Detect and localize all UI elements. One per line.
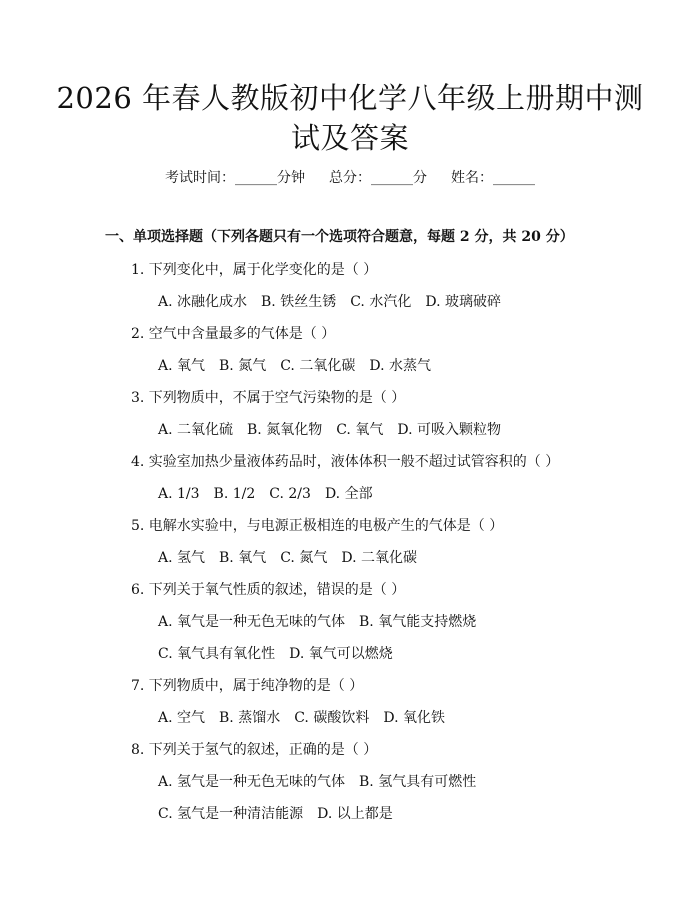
answer-option: D. 全部 (324, 486, 373, 502)
question-stem: 1. 下列变化中，属于化学变化的是（ ） (131, 262, 378, 278)
student-name-field: 姓名：______ (451, 170, 535, 186)
option-row (158, 356, 445, 376)
question-stem: 3. 下列物质中，不属于空气污染物的是（ ） (131, 390, 406, 406)
answer-option: A. 氧气 (158, 358, 206, 374)
option-row (158, 804, 407, 824)
section-heading: 一、单项选择题（下列各题只有一个选项符合题意，每题 2 分，共 20 分） (105, 229, 574, 245)
option-row (158, 484, 387, 504)
answer-option: D. 以上都是 (317, 806, 393, 822)
answer-option: B. 1/2 (213, 486, 256, 502)
exam-info (0, 168, 700, 188)
answer-option: A. 1/3 (158, 486, 200, 502)
answer-option: B. 氢气具有可燃性 (359, 774, 477, 790)
question-stem: 8. 下列关于氢气的叙述，正确的是（ ） (131, 742, 378, 758)
total-score-field: 总分：______分 (329, 170, 427, 186)
answer-option: A. 二氧化硫 (158, 422, 234, 438)
answer-option: C. 二氧化碳 (280, 358, 356, 374)
option-row (158, 612, 490, 632)
answer-option: D. 二氧化碳 (341, 550, 417, 566)
answer-option: C. 2/3 (269, 486, 311, 502)
answer-option: D. 可吸入颗粒物 (397, 422, 501, 438)
option-row (158, 644, 407, 664)
option-row (158, 772, 490, 792)
question-stem: 5. 电解水实验中，与电源正极相连的电极产生的气体是（ ） (131, 518, 504, 534)
answer-option: B. 蒸馏水 (219, 710, 281, 726)
answer-option: B. 氮氧化物 (247, 422, 323, 438)
answer-option: B. 氮气 (219, 358, 267, 374)
option-row (158, 292, 515, 312)
option-row (158, 548, 431, 568)
question-stem: 2. 空气中含量最多的气体是（ ） (131, 326, 336, 342)
answer-option: C. 氧气 (336, 422, 384, 438)
question-stem: 6. 下列关于氧气性质的叙述，错误的是（ ） (131, 582, 406, 598)
answer-option: D. 氧气可以燃烧 (289, 646, 393, 662)
answer-option: C. 氢气是一种清洁能源 (158, 806, 304, 822)
answer-option: A. 空气 (158, 710, 206, 726)
answer-option: D. 氧化铁 (383, 710, 445, 726)
answer-option: C. 氮气 (280, 550, 328, 566)
page-title-line2: 试及答案 (290, 121, 409, 155)
option-row (158, 420, 515, 440)
answer-option: A. 氢气 (158, 550, 206, 566)
answer-option: B. 氧气 (219, 550, 267, 566)
answer-option: C. 碳酸饮料 (294, 710, 370, 726)
question-stem: 7. 下列物质中，属于纯净物的是（ ） (131, 678, 364, 694)
answer-option: A. 氢气是一种无色无味的气体 (158, 774, 346, 790)
answer-option: C. 水汽化 (350, 294, 412, 310)
answer-option: B. 铁丝生锈 (261, 294, 337, 310)
answer-option: D. 水蒸气 (369, 358, 431, 374)
answer-option: B. 氧气能支持燃烧 (359, 614, 477, 630)
answer-option: D. 玻璃破碎 (425, 294, 501, 310)
option-row (158, 708, 459, 728)
page-title-line1: 2026 年春人教版初中化学八年级上册期中测 (56, 81, 644, 115)
answer-option: C. 氧气具有氧化性 (158, 646, 276, 662)
answer-option: A. 氧气是一种无色无味的气体 (158, 614, 346, 630)
answer-option: A. 冰融化成水 (158, 294, 248, 310)
question-stem: 4. 实验室加热少量液体药品时，液体体积一般不超过试管容积的（ ） (131, 454, 560, 470)
exam-time-field: 考试时间：______分钟 (165, 170, 305, 186)
